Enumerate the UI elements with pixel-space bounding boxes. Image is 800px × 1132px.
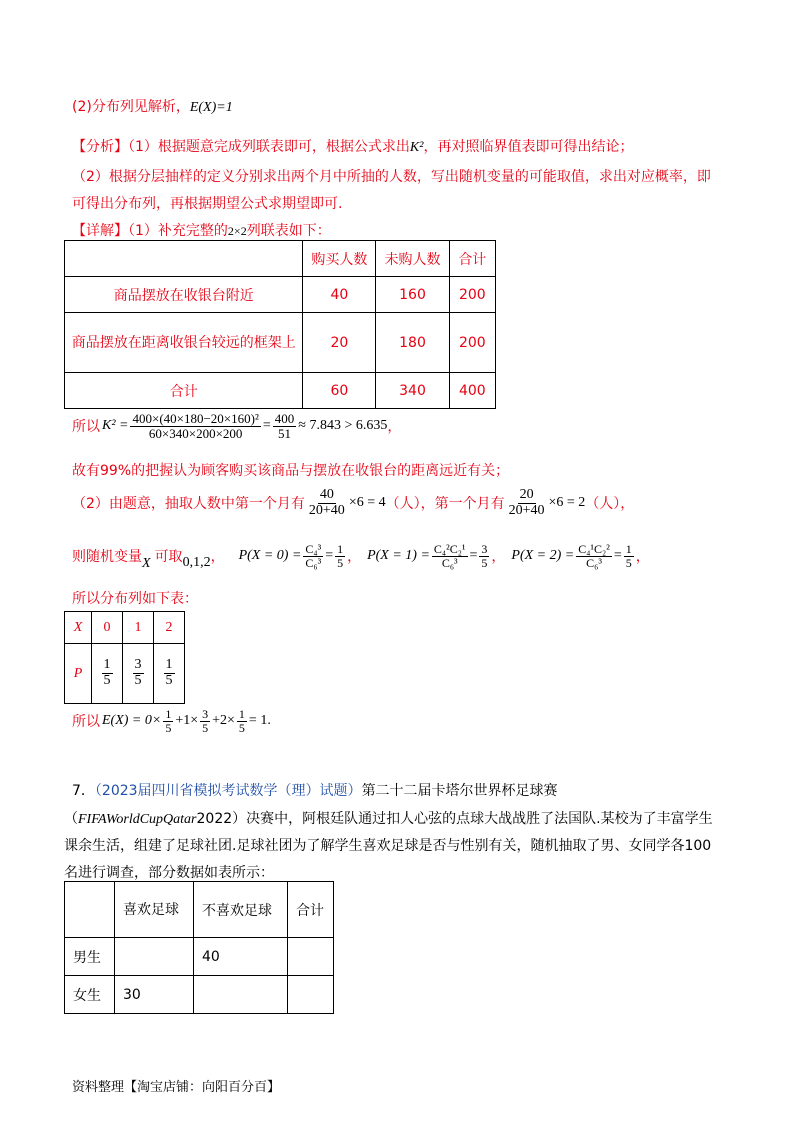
part2-sampling: （2）由题意，抽取人数中第一个月有 $\frac{40}{20+40}$ ×6 = 4 （人），第一个月有 $\frac{20}{20+40}$ ×6 = 2 （人），	[72, 487, 635, 518]
conclusion: 故有99%的把握认为顾客购买该商品与摆放在收银台的距离远近有关；	[72, 463, 510, 479]
x-value: 0	[92, 612, 123, 644]
table-cell: 60	[303, 373, 376, 409]
table-cell: 40	[194, 938, 288, 976]
table-cell: 180	[376, 313, 449, 373]
contingency-table	[64, 240, 496, 409]
table-header: 合计	[449, 241, 495, 277]
table-cell: 商品摆放在距离收银台较远的框架上	[65, 313, 303, 373]
p-value: $\frac{3}{5}$	[123, 644, 154, 704]
footer-note: 资料整理【淘宝店铺：向阳百分百】	[72, 1080, 281, 1095]
table-cell: 20	[303, 313, 376, 373]
x-value: 1	[123, 612, 154, 644]
table-header: 合计	[288, 882, 334, 938]
table-cell: 合计	[65, 373, 303, 409]
part2-answer: (2)分布列见解析，E(X)=1	[72, 99, 233, 115]
table-cell: 商品摆放在收银台附近	[65, 277, 303, 313]
x-label: X	[65, 612, 92, 644]
table-header: 未购人数	[376, 241, 449, 277]
expectation-formula: 所以 E(X) = 0× $\frac{1}{5}$ +1× $\frac{3}{5}$ +2× $\frac{1}{5}$ = 1.	[72, 707, 271, 735]
table-cell	[288, 976, 334, 1014]
table-header: 购买人数	[303, 241, 376, 277]
table-cell	[194, 976, 288, 1014]
p-value: $\frac{1}{5}$	[92, 644, 123, 704]
table-cell: 400	[449, 373, 495, 409]
random-variable-line: 则随机变量 X 可取 0,1,2 ， P(X = 0) = $\frac{\text{C₄³}}{\text{C₆³}}$ = $\frac{1}{5}$ ， P(X = 1) = $\frac{\text{C₄²C₂¹}}{\text{C₆³}}$ = $\frac{3}{5}$ ， P(X = 2) = $\frac{\text{C₄¹C₂²}}{\text{C₆³}}$ = $\frac{1}{5}$ ，	[72, 541, 650, 571]
q7-line-4: 名进行调查，部分数据如表所示：	[64, 865, 274, 881]
distribution-intro: 所以分布列如下表：	[72, 591, 198, 607]
table-header: 不喜欢足球	[194, 882, 288, 938]
survey-table	[64, 881, 334, 1014]
table-cell: 340	[376, 373, 449, 409]
q7-line-2: （FIFAWorldCupQatar2022）决赛中，阿根廷队通过扣人心弦的点球大战战胜了法国队.某校为了丰富学生	[64, 811, 713, 827]
table-cell: 女生	[65, 976, 115, 1014]
table-cell: 200	[449, 313, 495, 373]
p-value: $\frac{1}{5}$	[154, 644, 185, 704]
table-header	[65, 241, 303, 277]
distribution-table	[64, 611, 185, 704]
analysis-line-2: （2）根据分层抽样的定义分别求出两个月中所抽的人数，写出随机变量的可能取值，求出对应概率，即	[72, 169, 711, 185]
analysis-line-1: 【分析】（1）根据题意完成列联表即可，根据公式求出K²，再对照临界值表即可得出结论；	[72, 139, 634, 155]
q7-line-3: 课余生活，组建了足球社团.足球社团为了解学生喜欢足球是否与性别有关，随机抽取了男、女同学各100	[64, 838, 712, 854]
x-value: 2	[154, 612, 185, 644]
table-cell	[115, 938, 194, 976]
q7-line-1: 7．（2023届四川省模拟考试数学（理）试题）第二十二届卡塔尔世界杯足球赛	[72, 783, 558, 799]
table-header: 喜欢足球	[115, 882, 194, 938]
p-label: P	[65, 644, 92, 704]
table-cell: 200	[449, 277, 495, 313]
table-cell: 男生	[65, 938, 115, 976]
table-cell	[288, 938, 334, 976]
analysis-line-3: 可得出分布列，再根据期望公式求期望即可.	[72, 196, 343, 212]
table-header	[65, 882, 115, 938]
table-cell: 30	[115, 976, 194, 1014]
k2-formula: 所以 K² = $\frac{\text{400×(40×180−20×160)²}}{60\times 340\times 200\times 200}$ = $\frac{400}{51}$ ≈ 7.843 > 6.635 ，	[72, 411, 402, 441]
detail-intro: 【详解】（1）补充完整的2×2列联表如下：	[72, 223, 331, 239]
table-cell: 40	[303, 277, 376, 313]
table-cell: 160	[376, 277, 449, 313]
